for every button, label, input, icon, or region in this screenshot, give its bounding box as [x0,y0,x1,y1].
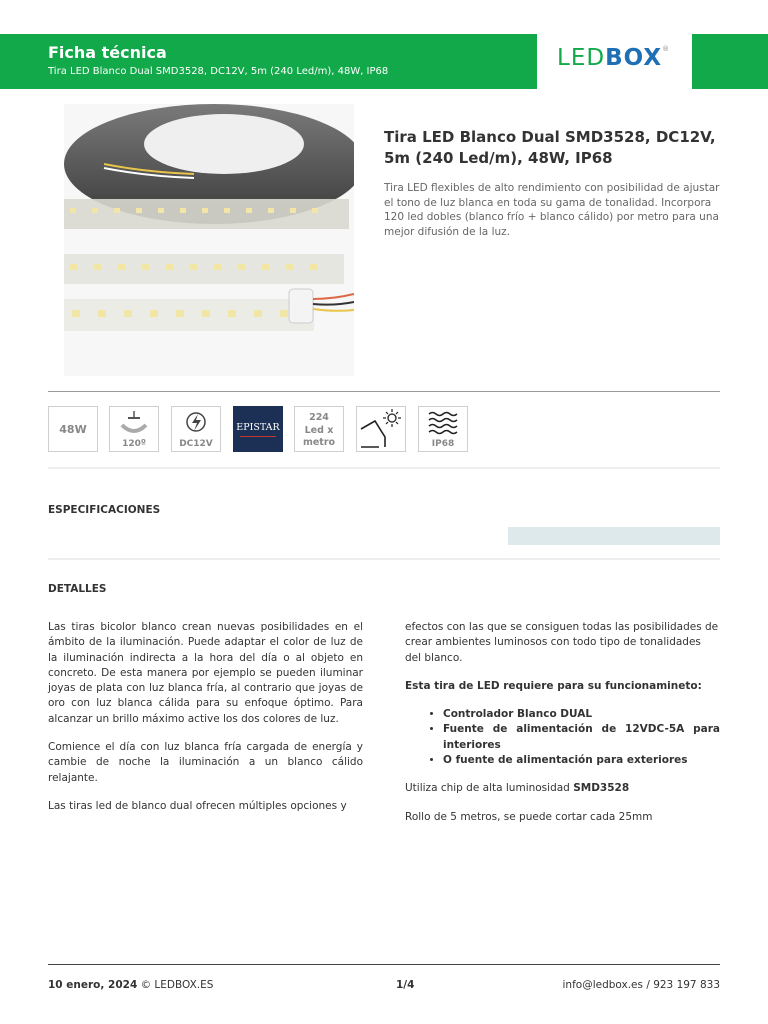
list-item: • Fuente de alimentación de 12VDC-5A para interiores [443,722,720,753]
details-left-column [48,620,363,827]
power-icon: 48W [48,406,98,452]
logo-box [537,34,692,89]
details-paragraph: efectos con las que se consiguen todas las posibilidades de crear ambientes luminosos con todo tipo de tonalidades del blanco. [405,621,719,664]
waterproof-icon: IP68 [418,406,468,452]
header-subtitle: Tira LED Blanco Dual SMD3528, DC12V, 5m (240 Led/m), 48W, IP68 [48,66,389,77]
details-heading: DETALLES [48,583,107,595]
header-title: Ficha técnica [48,43,167,62]
footer-divider [48,964,720,965]
ledbox-logo: LEDBOX® [557,45,671,71]
divider [48,558,720,560]
specs-bar [508,527,720,545]
specs-heading: ESPECIFICACIONES [48,504,161,516]
voltage-icon: DC12V [171,406,221,452]
footer-page-number: 1/4 [396,979,415,991]
product-title: Tira LED Blanco Dual SMD3528, DC12V, 5m (240 Led/m), 48W, IP68 [384,128,716,167]
list-item: • Controlador Blanco DUAL [443,707,720,722]
epistar-chip-icon: EPISTAR [233,406,283,452]
details-paragraph: Las tiras led de blanco dual ofrecen múltiples opciones y [48,799,347,812]
cut-line: Rollo de 5 metros, se puede cortar cada 25mm [405,810,653,823]
list-item: • O fuente de alimentación para exteriores [443,753,720,768]
beam-angle-icon: 120º [109,406,159,452]
requirement-heading: Esta tira de LED requiere para su funcionamineto: [405,679,702,692]
header-bar [0,34,537,89]
product-description: Tira LED flexibles de alto rendimiento con posibilidad de ajustar el tono de luz blanca en toda su gama de tonalidad. Incorpora 120 led dobles (blanco frío + blanco cálido) por metro para una mejor difusión de la luz. [384,182,720,238]
details-right-column [405,620,720,838]
footer-date: 10 enero, 2024 © LEDBOX.ES [48,979,214,991]
details-paragraph: Las tiras bicolor blanco crean nuevas posibilidades en el ámbito de la iluminación. Puede adaptar el color de luz de la iluminación indirecta a la hora del día o al objeto en concreto. De esta manera por ejemplo se pueden iluminar joyas de plata con luz blanca fría, al contrario que joyas de oro con luz blanca cálida para su enfoque óptimo. Para alcanzar un brillo máximo active los dos colores de luz. [48,621,363,725]
divider [48,391,720,392]
chip-line: Utiliza chip de alta luminosidad SMD3528 [405,782,630,795]
footer-contact: info@ledbox.es / 923 197 833 [562,979,720,991]
requirement-list [405,707,720,768]
divider [48,467,720,469]
header-accent-square [692,34,768,89]
led-density-icon: 224 Led x metro [294,406,344,452]
product-image [64,104,354,376]
outdoor-sun-icon [356,406,406,452]
details-paragraph: Comience el día con luz blanca fría cargada de energía y cambie de noche la iluminación a un blanco cálido relajante. [48,741,363,784]
